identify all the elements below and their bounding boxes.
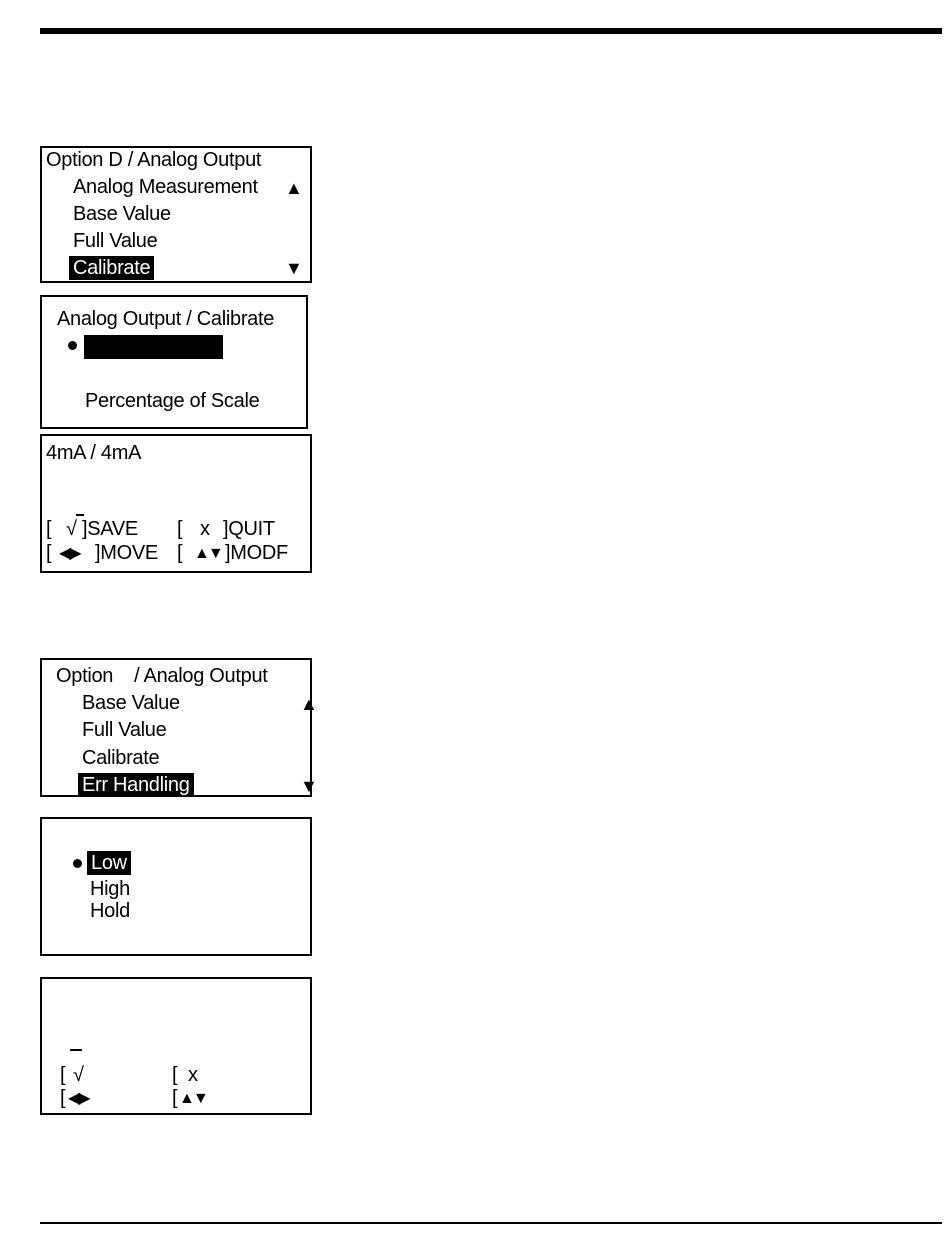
menu-screen-analog-output: [40, 146, 312, 283]
check-icon: √: [73, 1064, 84, 1086]
check-overbar: [76, 514, 84, 516]
open-bracket: [: [60, 1087, 66, 1109]
menu-item-base-value[interactable]: Base Value: [82, 692, 180, 714]
open-bracket: [: [177, 518, 183, 540]
open-bracket: [: [177, 542, 183, 564]
open-bracket: [: [172, 1087, 178, 1109]
selection-bullet-icon: [68, 341, 77, 350]
up-triangle-icon[interactable]: ▲: [285, 178, 303, 198]
screen-title: Analog Output / Calibrate: [57, 308, 275, 330]
screen-title: Option D / Analog Output: [46, 149, 262, 171]
left-right-arrows-icon: ◀▶: [68, 1090, 89, 1107]
option-hold[interactable]: Hold: [90, 900, 130, 922]
cursor-underscore: [70, 1049, 82, 1051]
selection-bullet-icon: [73, 859, 82, 868]
up-triangle-icon[interactable]: ▲: [300, 694, 318, 714]
modf-label[interactable]: ]MODF: [225, 542, 288, 564]
down-triangle-icon[interactable]: ▼: [285, 258, 303, 278]
option-high[interactable]: High: [90, 878, 130, 900]
highlighted-value-field[interactable]: [84, 335, 223, 359]
value-edit-screen: [40, 434, 312, 573]
save-label[interactable]: ]SAVE: [82, 518, 138, 540]
calibrate-screen: [40, 295, 308, 429]
menu-item-err-handling-selected[interactable]: Err Handling: [78, 773, 194, 797]
down-triangle-icon[interactable]: ▼: [300, 776, 318, 796]
value-edit-screen-blank: [40, 977, 312, 1115]
open-bracket: [: [60, 1064, 66, 1086]
menu-item-base-value[interactable]: Base Value: [73, 203, 171, 225]
quit-label[interactable]: ]QUIT: [223, 518, 275, 540]
move-label[interactable]: ]MOVE: [95, 542, 158, 564]
open-bracket: [: [172, 1064, 178, 1086]
check-icon: √: [66, 518, 77, 540]
screen-title: Option / Analog Output: [56, 665, 268, 687]
err-handling-options-screen: [40, 817, 312, 956]
menu-item-full-value[interactable]: Full Value: [73, 230, 158, 252]
option-percentage-of-scale[interactable]: Percentage of Scale: [85, 390, 260, 412]
x-icon: x: [200, 518, 210, 540]
bottom-rule: [40, 1222, 942, 1224]
menu-item-calibrate-selected[interactable]: Calibrate: [69, 256, 154, 280]
menu-screen-err-handling: [40, 658, 318, 797]
menu-item-full-value[interactable]: Full Value: [82, 719, 167, 741]
top-rule: [40, 28, 942, 34]
current-value: 4mA / 4mA: [46, 442, 142, 464]
up-down-arrows-icon: ▲▼: [179, 1090, 207, 1107]
x-icon: x: [188, 1064, 198, 1086]
up-down-arrows-icon: ▲▼: [194, 545, 222, 562]
menu-item-calibrate[interactable]: Calibrate: [82, 747, 160, 769]
left-right-arrows-icon: ◀▶: [59, 545, 80, 562]
open-bracket: [: [46, 542, 52, 564]
open-bracket: [: [46, 518, 52, 540]
option-low-selected[interactable]: Low: [87, 851, 131, 875]
menu-item-analog-measurement[interactable]: Analog Measurement: [73, 176, 258, 198]
